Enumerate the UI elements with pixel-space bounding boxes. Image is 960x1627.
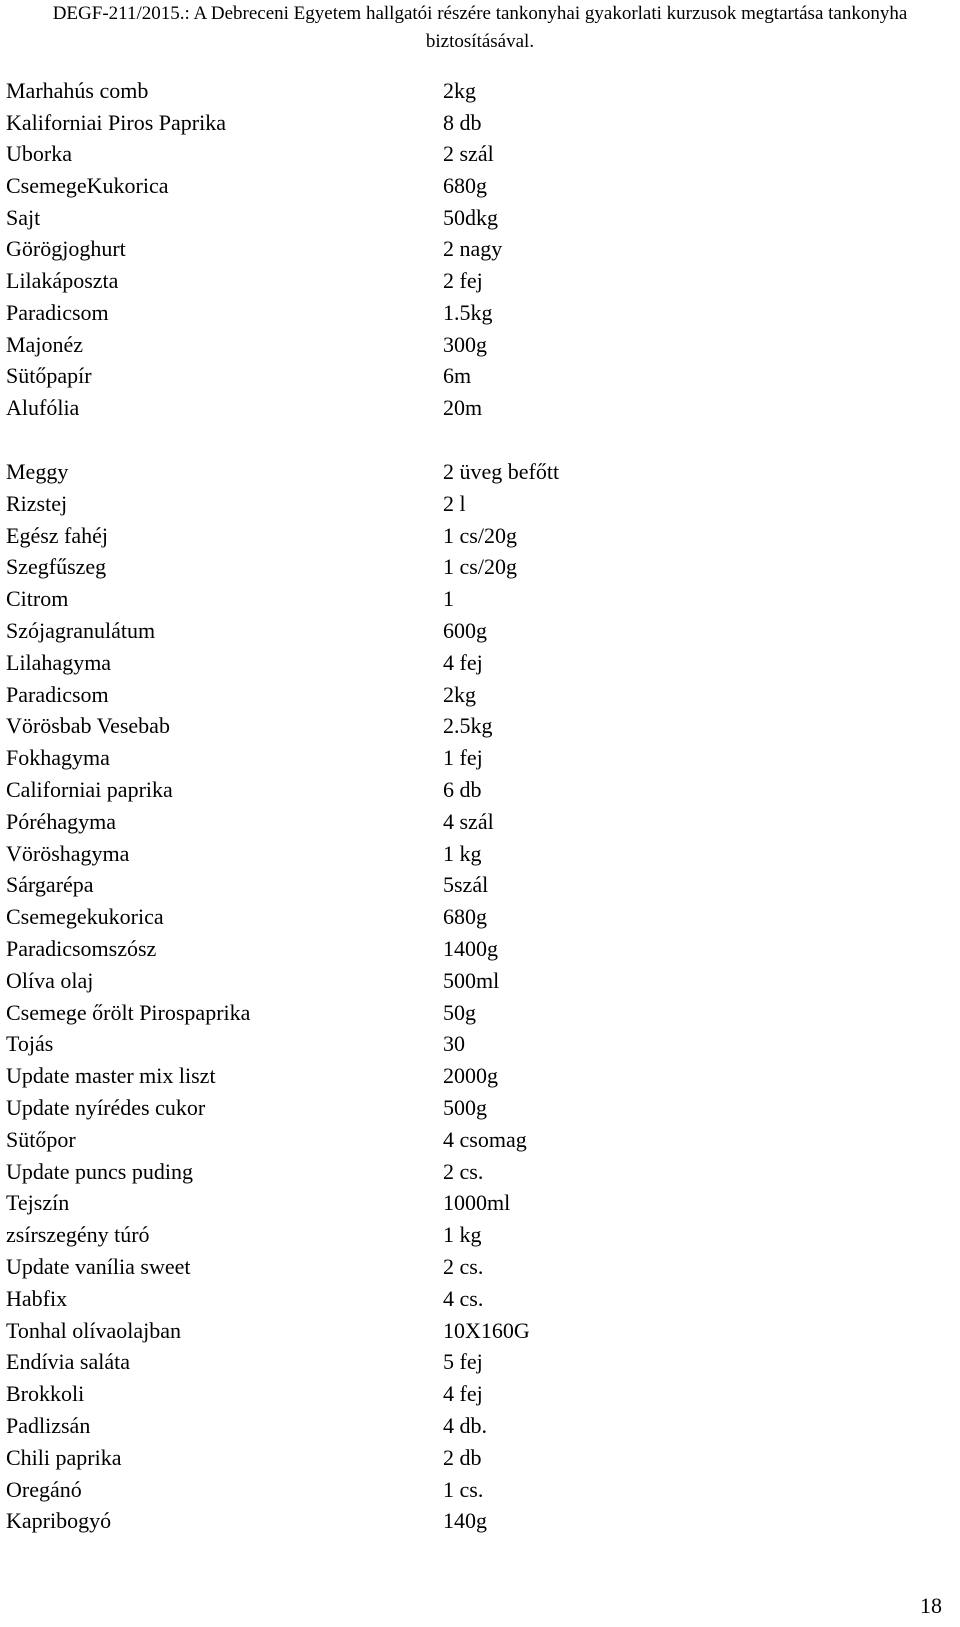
list-item	[6, 360, 906, 392]
item-quantity: 1 fej	[443, 745, 483, 771]
item-quantity: 2 l	[443, 490, 466, 516]
item-name: Oregánó	[6, 1476, 82, 1502]
item-quantity: 2kg	[443, 681, 476, 707]
item-name: Görögjoghurt	[6, 236, 126, 262]
list-item	[6, 933, 906, 965]
item-name: Californiai paprika	[6, 776, 173, 802]
item-quantity: 5szál	[443, 872, 489, 898]
list-item	[6, 520, 906, 552]
item-name: Chili paprika	[6, 1444, 122, 1470]
list-item	[6, 742, 906, 774]
list-item	[6, 1378, 906, 1410]
item-quantity: 2 cs.	[443, 1253, 484, 1279]
list-item	[6, 202, 906, 234]
item-quantity: 2 nagy	[443, 236, 503, 262]
item-name: Endívia saláta	[6, 1349, 131, 1375]
item-quantity: 2.5kg	[443, 713, 493, 739]
item-name: Fokhagyma	[6, 745, 110, 771]
header-line-1: DEGF-211/2015.: A Debreceni Egyetem hallgatói részére tankonyhai gyakorlati kurzusok megtartása tankonyha	[52, 3, 908, 24]
item-quantity: 2 cs.	[443, 1158, 484, 1184]
item-quantity: 1400g	[443, 935, 498, 961]
item-name: Meggy	[6, 459, 69, 484]
item-name: Update master mix liszt	[6, 1063, 216, 1089]
item-name: Rizstej	[6, 490, 68, 516]
item-name: Tonhal olívaolajban	[6, 1317, 182, 1343]
list-item	[6, 1283, 906, 1315]
item-quantity: 1 kg	[443, 1222, 482, 1248]
item-quantity: 2kg	[443, 78, 476, 103]
list-item	[6, 392, 906, 424]
item-quantity: 4 db.	[443, 1412, 487, 1438]
ingredient-list-1	[6, 75, 906, 424]
item-name: Kapribogyó	[6, 1508, 112, 1534]
item-quantity: 300g	[443, 331, 487, 357]
item-name: Lilakáposzta	[6, 268, 119, 294]
list-item	[6, 1474, 906, 1506]
item-name: Uborka	[6, 141, 72, 167]
item-name: Brokkoli	[6, 1381, 85, 1407]
item-quantity: 1000ml	[443, 1190, 511, 1216]
item-quantity: 10X160G	[443, 1317, 530, 1343]
list-item	[6, 551, 906, 583]
item-quantity: 1 kg	[443, 840, 482, 866]
item-quantity: 4 cs.	[443, 1285, 484, 1311]
item-name: Csemege őrölt Pirospaprika	[6, 999, 251, 1025]
item-name: Sárgarépa	[6, 872, 94, 898]
item-quantity: 50g	[443, 999, 476, 1025]
item-name: Citrom	[6, 586, 69, 612]
item-name: Padlizsán	[6, 1412, 91, 1438]
item-quantity: 5 fej	[443, 1349, 483, 1375]
page-number: 18	[920, 1593, 942, 1618]
item-name: Paradicsom	[6, 681, 109, 707]
item-quantity: 6m	[443, 363, 472, 389]
item-quantity: 680g	[443, 173, 487, 199]
item-quantity: 1	[443, 586, 454, 612]
item-name: Habfix	[6, 1285, 68, 1311]
item-name: Update puncs puding	[6, 1158, 193, 1184]
item-quantity: 2 üveg befőtt	[443, 459, 560, 484]
item-quantity: 4 csomag	[443, 1126, 527, 1152]
list-item	[6, 774, 906, 806]
item-name: Sütőpor	[6, 1126, 76, 1152]
item-quantity: 30	[443, 1031, 465, 1057]
item-quantity: 500ml	[443, 967, 500, 993]
list-item	[6, 583, 906, 615]
item-name: zsírszegény túró	[6, 1222, 150, 1248]
list-item	[6, 1251, 906, 1283]
list-item	[6, 233, 906, 265]
list-item	[6, 965, 906, 997]
item-quantity: 20m	[443, 394, 483, 420]
list-item	[6, 75, 906, 107]
list-item	[6, 1124, 906, 1156]
list-item	[6, 265, 906, 297]
list-item	[6, 1187, 906, 1219]
list-item	[6, 901, 906, 933]
list-item	[6, 1315, 906, 1347]
item-name: Update nyírédes cukor	[6, 1094, 206, 1120]
list-item	[6, 679, 906, 711]
list-item	[6, 1092, 906, 1124]
item-name: Tojás	[6, 1031, 54, 1057]
item-quantity: 4 fej	[443, 1381, 483, 1407]
list-item	[6, 615, 906, 647]
list-item	[6, 997, 906, 1029]
item-quantity: 2 db	[443, 1444, 482, 1470]
item-name: Majonéz	[6, 331, 83, 357]
item-name: Tejszín	[6, 1190, 70, 1216]
list-item	[6, 1410, 906, 1442]
list-item	[6, 869, 906, 901]
item-name: Paradicsom	[6, 299, 109, 325]
item-name: Sajt	[6, 204, 41, 230]
item-name: Egész fahéj	[6, 522, 108, 548]
list-item	[6, 806, 906, 838]
item-name: Alufólia	[6, 394, 80, 420]
item-quantity: 1 cs.	[443, 1476, 484, 1502]
item-quantity: 4 szál	[443, 808, 494, 834]
list-item	[6, 710, 906, 742]
item-name: Update vanília sweet	[6, 1253, 191, 1279]
list-item	[6, 329, 906, 361]
list-item	[6, 1060, 906, 1092]
header-line-2: biztosításával.	[425, 31, 535, 52]
item-quantity: 50dkg	[443, 204, 498, 230]
item-name: Szójagranulátum	[6, 617, 156, 643]
page-header	[0, 0, 960, 56]
list-item	[6, 170, 906, 202]
item-quantity: 1 cs/20g	[443, 554, 517, 580]
list-item	[6, 1442, 906, 1474]
item-quantity: 4 fej	[443, 649, 483, 675]
item-name: Vöröshagyma	[6, 840, 130, 866]
list-item	[6, 1346, 906, 1378]
list-item	[6, 1505, 906, 1537]
list-item	[6, 1156, 906, 1188]
item-name: Vörösbab Vesebab	[6, 713, 170, 739]
list-item	[6, 297, 906, 329]
item-quantity: 2000g	[443, 1063, 498, 1089]
ingredient-list-2	[6, 456, 906, 1537]
item-name: Lilahagyma	[6, 649, 112, 675]
list-item	[6, 488, 906, 520]
item-quantity: 680g	[443, 904, 487, 930]
list-item	[6, 647, 906, 679]
list-item	[6, 456, 906, 488]
item-name: Szegfűszeg	[6, 554, 107, 580]
item-name: Csemegekukorica	[6, 904, 164, 930]
item-quantity: 1 cs/20g	[443, 522, 517, 548]
list-item	[6, 1028, 906, 1060]
list-item	[6, 1219, 906, 1251]
item-name: Kaliforniai Piros Paprika	[6, 109, 226, 135]
item-quantity: 600g	[443, 617, 487, 643]
item-name: Marhahús comb	[6, 78, 149, 103]
item-name: Olíva olaj	[6, 967, 94, 993]
item-quantity: 1.5kg	[443, 299, 493, 325]
item-name: Póréhagyma	[6, 808, 116, 834]
item-quantity: 140g	[443, 1508, 487, 1534]
item-quantity: 2 szál	[443, 141, 494, 167]
item-name: Sütőpapír	[6, 363, 92, 389]
item-quantity: 8 db	[443, 109, 482, 135]
item-quantity: 500g	[443, 1094, 487, 1120]
list-item	[6, 138, 906, 170]
item-quantity: 2 fej	[443, 268, 483, 294]
item-quantity: 6 db	[443, 776, 482, 802]
item-name: Paradicsomszósz	[6, 935, 157, 961]
list-item	[6, 838, 906, 870]
list-item	[6, 107, 906, 139]
item-name: CsemegeKukorica	[6, 173, 169, 199]
